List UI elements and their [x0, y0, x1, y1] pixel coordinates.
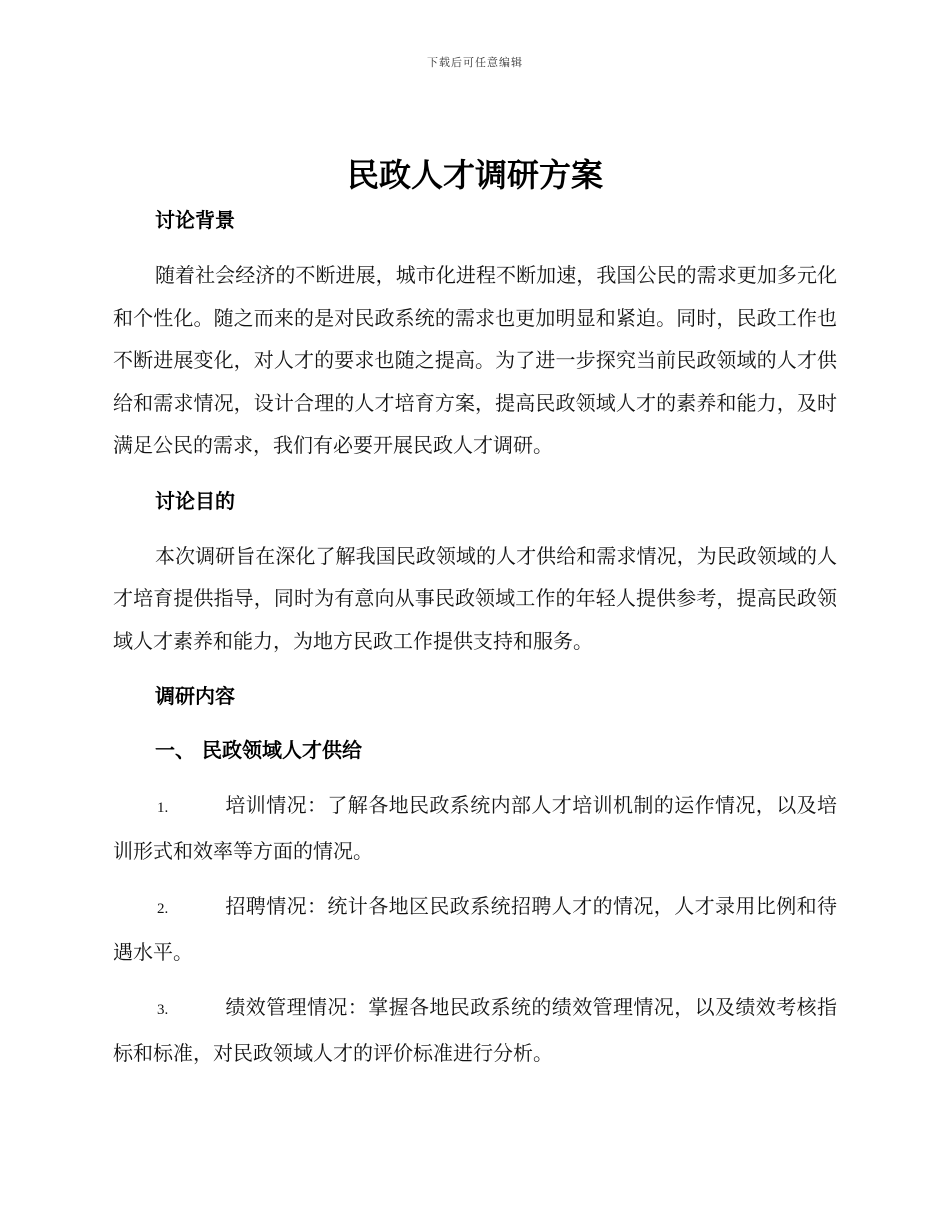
- list-item-text: 培训情况：了解各地民政系统内部人才培训机制的运作情况，以及培训形式和效率等方面的情况。: [113, 793, 837, 863]
- list-item: [113, 986, 837, 1074]
- section-heading-purpose: 讨论目的: [155, 488, 235, 513]
- purpose-paragraph: 本次调研旨在深化了解我国民政领域的人才供给和需求情况，为民政领域的人才培育提供指导，同时为有意向从事民政领域工作的年轻人提供参考，提高民政领域人才素养和能力，为地方民政工作提供支持和服务。: [113, 543, 837, 653]
- list-item-number: 3.: [157, 1002, 169, 1018]
- document-body: [113, 200, 837, 1074]
- page-title: 民政人才调研方案: [346, 156, 603, 194]
- list-item-text: 招聘情况：统计各地区民政系统招聘人才的情况，人才录用比例和待遇水平。: [113, 894, 837, 964]
- list-item-text: 绩效管理情况：掌握各地民政系统的绩效管理情况，以及绩效考核指标和标准，对民政领域人才的评价标准进行分析。: [113, 995, 837, 1065]
- subsection-heading-supply: 一、 民政领域人才供给: [155, 738, 362, 762]
- section-heading-background: 讨论背景: [155, 208, 235, 232]
- list-item: [113, 885, 837, 973]
- list-item-number: 2.: [157, 901, 169, 917]
- background-paragraph: 随着社会经济的不断进展，城市化进程不断加速，我国公民的需求更加多元化和个性化。随之而来的是对民政系统的需求也更加明显和紧迫。同时，民政工作也不断进展变化，对人才的要求也随之提高。为了进一步探究当前民政领域的人才供给和需求情况，设计合理的人才培育方案，提高民政领域人才的素养和能力，及时满足公民的需求，我们有必要开展民政人才调研。: [113, 263, 837, 457]
- header-note: 下载后可任意编辑: [427, 56, 523, 69]
- list-item-number: 1.: [157, 800, 169, 816]
- section-heading-content: 调研内容: [155, 684, 235, 708]
- list-item: [113, 784, 837, 872]
